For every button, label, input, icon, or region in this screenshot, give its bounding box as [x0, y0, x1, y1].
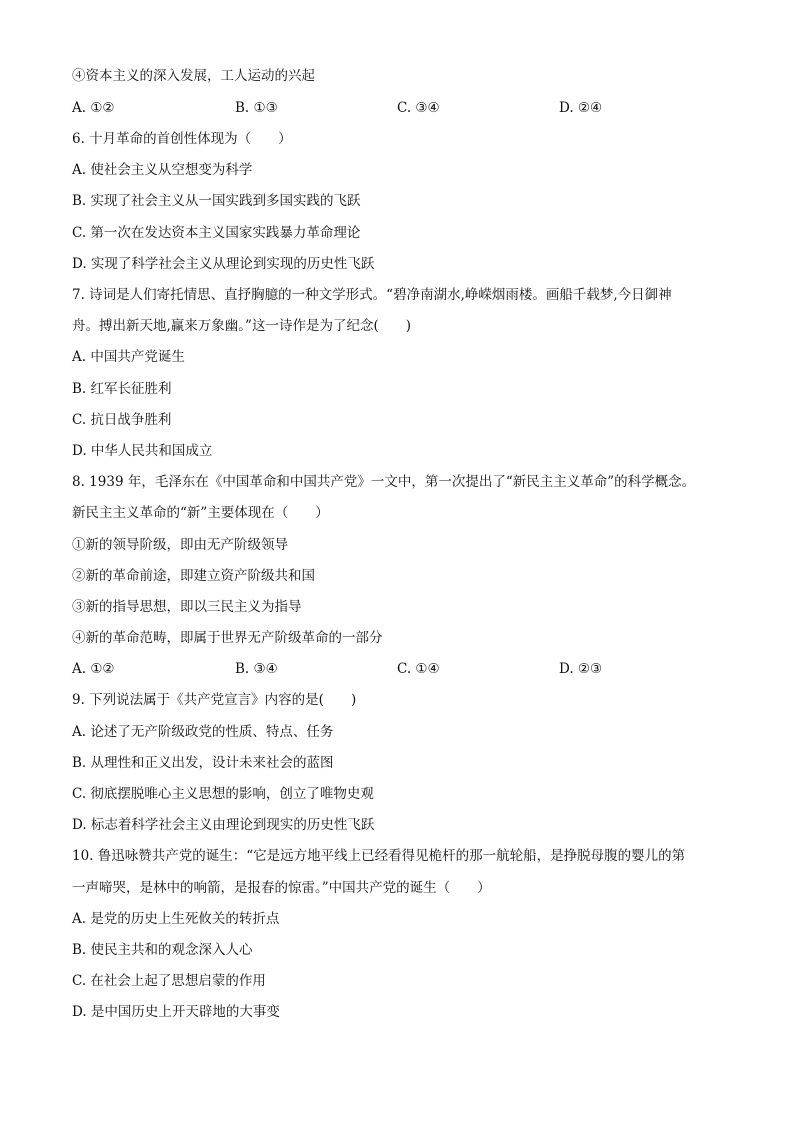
q9-option-a: A. 论述了无产阶级政党的性质、特点、任务: [72, 724, 334, 740]
q8-option-b: B. ③④: [235, 661, 278, 677]
q7-option-d: D. 中华人民共和国成立: [72, 443, 213, 459]
q7-option-b: B. 红军长征胜利: [72, 381, 172, 397]
q7-option-c: C. 抗日战争胜利: [72, 412, 172, 428]
q6-option-d: D. 实现了科学社会主义从理论到实现的历史性飞跃: [72, 256, 375, 272]
q6-stem: 6. 十月革命的首创性体现为（ ）: [72, 131, 292, 147]
q10-option-b: B. 使民主共和的观念深入人心: [72, 942, 253, 958]
q8-option-d: D. ②③: [559, 661, 603, 677]
q8-item-4: ④新的革命范畴，即属于世界无产阶级革命的一部分: [72, 630, 383, 646]
q10-stem-line-1: 10. 鲁迅咏赞共产党的诞生：“它是远方地平线上已经看得见桅杆的那一航轮船，是挣脱母腹的婴儿的第: [72, 848, 686, 864]
q10-stem-line-2: 一声啼哭，是林中的响箭，是报春的惊雷。”中国共产党的诞生（ ）: [72, 880, 491, 896]
q8-option-a: A. ①②: [72, 661, 115, 677]
q7-option-a: A. 中国共产党诞生: [72, 349, 185, 365]
q7-stem-line-2: 舟。搏出新天地,赢来万象幽。”这一诗作是为了纪念( ): [72, 318, 411, 334]
q5-option-c: C. ③④: [397, 100, 440, 116]
q5-item-4: ④资本主义的深入发展，工人运动的兴起: [72, 68, 315, 84]
q5-option-b: B. ①③: [235, 100, 278, 116]
q9-option-c: C. 彻底摆脱唯心主义思想的影响，创立了唯物史观: [72, 786, 374, 802]
q8-item-3: ③新的指导思想，即以三民主义为指导: [72, 599, 302, 615]
q8-option-c: C. ①④: [397, 661, 440, 677]
q9-stem: 9. 下列说法属于《共产党宣言》内容的是( ): [72, 692, 357, 708]
q10-option-a: A. 是党的历史上生死攸关的转折点: [72, 911, 280, 927]
q8-stem-line-2: 新民主主义革命的“新”主要体现在（ ）: [72, 505, 329, 521]
q5-options-row: [72, 99, 732, 117]
q8-item-1: ①新的领导阶级，即由无产阶级领导: [72, 537, 288, 553]
q5-option-d: D. ②④: [559, 100, 603, 116]
q10-option-c: C. 在社会上起了思想启蒙的作用: [72, 973, 266, 989]
q10-option-d: D. 是中国历史上开天辟地的大事变: [72, 1004, 280, 1020]
q9-option-d: D. 标志着科学社会主义由理论到现实的历史性飞跃: [72, 817, 375, 833]
q6-option-c: C. 第一次在发达资本主义国家实践暴力革命理论: [72, 225, 361, 241]
q6-option-b: B. 实现了社会主义从一国实践到多国实践的飞跃: [72, 193, 361, 209]
q7-stem-line-1: 7. 诗词是人们寄托情思、直抒胸臆的一种文学形式。“碧净南湖水,峥嵘烟雨楼。画船千载梦,今日御神: [72, 287, 672, 303]
q9-option-b: B. 从理性和正义出发，设计未来社会的蓝图: [72, 755, 334, 771]
q5-option-a: A. ①②: [72, 100, 115, 116]
q8-options-row: [72, 660, 732, 678]
q8-stem-line-1: 8. 1939 年，毛泽东在《中国革命和中国共产党》一文中，第一次提出了“新民主主义革命”的科学概念。: [72, 474, 696, 490]
q8-item-2: ②新的革命前途，即建立资产阶级共和国: [72, 568, 315, 584]
q6-option-a: A. 使社会主义从空想变为科学: [72, 162, 253, 178]
